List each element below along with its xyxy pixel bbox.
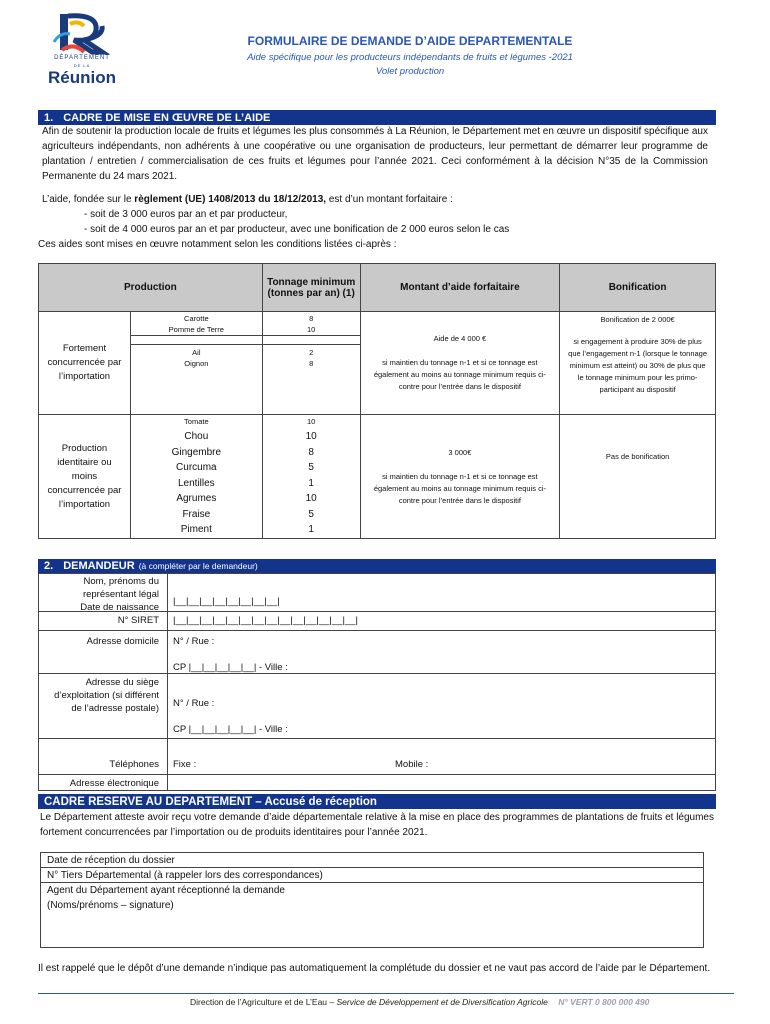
agent-label: Agent du Département ayant réceptionné la demande bbox=[47, 885, 285, 896]
reminder-text: Il est rappelé que le dépôt d’une demande n’indique pas automatiquement la complétude du dossier et ne vaut pas accord de l’aide par le Département. bbox=[38, 963, 711, 974]
condition-group-2: si maintien du tonnage n-1 et si ce tonnage est également au moins au tonnage minimum requis ci-contre pour l’entrée dans le dispositif bbox=[373, 471, 546, 505]
aid-basis-suffix: est d’un montant forfaitaire : bbox=[326, 194, 453, 205]
tonnage-lentilles: 1 bbox=[308, 477, 314, 489]
header-bonification: Bonification bbox=[560, 264, 716, 312]
agent-row[interactable] bbox=[41, 883, 703, 913]
bonification-group-1 bbox=[560, 312, 716, 415]
label-nom-representant: Nom, prénoms du représentant légal bbox=[82, 576, 159, 600]
footer-direction: Direction de l’Agriculture et de L’Eau – bbox=[190, 997, 337, 1007]
aid-option-2: - soit de 4 000 euros par an et par producteur, avec une bonification de 2 000 euros selon le cas bbox=[84, 224, 510, 235]
tonnage-piment: 1 bbox=[308, 524, 314, 535]
footer-divider bbox=[38, 993, 734, 994]
amount-3000: 3 000€ bbox=[448, 447, 472, 457]
label-telephones: Téléphones bbox=[109, 759, 159, 770]
tonnage-agrumes: 10 bbox=[305, 493, 317, 504]
crop-agrumes: Agrumes bbox=[176, 493, 217, 504]
label-adresse-electronique: Adresse électronique bbox=[69, 778, 159, 789]
bonus-title: Bonification de 2 000€ bbox=[600, 315, 675, 324]
label-adresse-siege: Adresse du siège d’exploitation (si différent de l’adresse postale) bbox=[54, 677, 159, 714]
crop-ail: Ail bbox=[192, 348, 201, 357]
section-1-intro: Afin de soutenir la production locale de fruits et légumes les plus consommés à La Réunion, le Département met en œuvre un dispositif spécifique aux agriculteurs indépendants, non adhérents à une coopérative ou une organisation de producteurs, leur permettant de démarrer leur programme de plantation / entretien / commercialisation de ces fruits et légumes pour l’année 2021. Ceci conformément à la décision N°35 de la Commission Permanente du 24 mars 2021. bbox=[42, 126, 708, 182]
tiers-number-row[interactable]: N° Tiers Départemental (à rappeler lors des correspondances) bbox=[41, 868, 703, 883]
logo-text-reunion: Réunion bbox=[48, 68, 116, 87]
crop-cell bbox=[130, 345, 262, 415]
row-divider bbox=[39, 774, 715, 775]
tonnage-chou: 10 bbox=[305, 431, 317, 442]
logo-r-icon bbox=[40, 12, 124, 56]
phone-fixe-field[interactable]: Fixe : bbox=[173, 759, 197, 770]
section-1-header bbox=[38, 110, 716, 125]
aid-conditions-intro: Ces aides sont mises en œuvre notamment selon les conditions listées ci-après : bbox=[38, 239, 397, 250]
tonnage-pomme-de-terre: 10 bbox=[306, 324, 316, 334]
crop-chou: Chou bbox=[184, 431, 209, 442]
section-1-number: 1. bbox=[44, 111, 54, 124]
tonnage-cell bbox=[262, 312, 360, 336]
demandeur-form bbox=[38, 573, 716, 791]
form-title: FORMULAIRE DE DEMANDE D’AIDE DEPARTEMENTALE bbox=[247, 34, 573, 48]
birth-date-field[interactable]: |__|__|__|__|__|__|__|__| bbox=[173, 596, 280, 607]
column-divider bbox=[167, 574, 168, 790]
footer-service: Service de Développement et de Diversification Agricole bbox=[336, 997, 548, 1007]
reception-date-row[interactable]: Date de réception du dossier bbox=[41, 853, 703, 868]
siret-field[interactable]: |__|__|__|__|__|__|__|__|__|__|__|__|__|__| bbox=[173, 615, 358, 626]
reception-attestation: Le Département atteste avoir reçu votre demande d’aide départementale relative à la mise en place des programmes de plantations de fruits et légumes fortement concurrencées par l’importation ou de produits identitaires pour l’année 2021. bbox=[40, 812, 714, 838]
aid-option-1: - soit de 3 000 euros par an et par producteur, bbox=[84, 209, 288, 220]
home-street-field[interactable]: N° / Rue : bbox=[173, 636, 215, 647]
tonnage-ail: 2 bbox=[309, 348, 314, 357]
tonnage-carotte: 8 bbox=[309, 313, 314, 323]
table-header-row bbox=[39, 264, 716, 312]
footer-numero-vert: N° VERT 0 800 000 490 bbox=[558, 997, 650, 1007]
table-row bbox=[39, 312, 716, 336]
spacer-cell bbox=[130, 336, 262, 345]
aid-basis bbox=[42, 192, 708, 207]
crop-piment: Piment bbox=[180, 524, 212, 535]
header-montant: Montant d’aide forfaitaire bbox=[360, 264, 560, 312]
logo-text-dela: DE LA bbox=[73, 63, 91, 68]
montant-group-1 bbox=[360, 312, 560, 415]
header-tonnage: Tonnage minimum (tonnes par an) (1) bbox=[262, 264, 360, 312]
section-1-title: CADRE DE MISE EN ŒUVRE DE L’AIDE bbox=[63, 111, 271, 124]
crop-gingembre: Gingembre bbox=[171, 446, 222, 458]
bonification-group-2: Pas de bonification bbox=[560, 415, 716, 539]
section-3-header: CADRE RESERVE AU DEPARTEMENT – Accusé de réception bbox=[38, 794, 716, 809]
crop-lentilles: Lentilles bbox=[177, 477, 215, 489]
production-table bbox=[38, 263, 716, 539]
amount-4000: Aide de 4 000 € bbox=[433, 334, 487, 343]
row-divider bbox=[39, 611, 715, 612]
tonnage-oignon: 8 bbox=[309, 359, 314, 368]
section-2-header bbox=[38, 559, 716, 573]
condition-group-1: si maintien du tonnage n-1 et si ce tonnage est également au moins au tonnage minimum requis ci-contre pour l’entrée dans le dispositif bbox=[373, 358, 546, 391]
section-2-title: DEMANDEUR bbox=[63, 560, 135, 572]
phone-mobile-field[interactable]: Mobile : bbox=[395, 759, 429, 770]
tonnage-tomate: 10 bbox=[306, 417, 316, 426]
row-divider bbox=[39, 673, 715, 674]
montant-group-2 bbox=[360, 415, 560, 539]
bonus-text: si engagement à produire 30% de plus que l’engagement n-1 (lorsque le tonnage minimum est atteint) ou 30% de plus que le tonnage minimum pour les primo-participant au dispositif bbox=[568, 337, 708, 394]
reception-box bbox=[40, 852, 704, 948]
aid-regulation: règlement (UE) 1408/2013 du 18/12/2013, bbox=[134, 194, 327, 205]
row-divider bbox=[39, 738, 715, 739]
crop-fraise: Fraise bbox=[182, 508, 211, 520]
form-subtitle-volet: Volet production bbox=[375, 66, 445, 77]
tonnage-cell bbox=[262, 345, 360, 415]
crop-curcuma: Curcuma bbox=[176, 462, 217, 473]
tonnage-gingembre: 8 bbox=[308, 446, 314, 458]
crop-pomme-de-terre: Pomme de Terre bbox=[168, 324, 224, 334]
section-2-number: 2. bbox=[44, 560, 54, 572]
site-cp-ville-field[interactable]: CP |__|__|__|__|__| - Ville : bbox=[173, 724, 288, 735]
crop-tomate: Tomate bbox=[184, 417, 209, 426]
aid-basis-prefix: L’aide, fondée sur le bbox=[42, 194, 135, 205]
crop-cell bbox=[130, 312, 262, 336]
agent-sublabel: (Noms/prénoms – signature) bbox=[47, 900, 174, 911]
header-production: Production bbox=[39, 264, 263, 312]
label-siret: N° SIRET bbox=[117, 615, 159, 626]
footer bbox=[190, 997, 750, 1007]
home-cp-ville-field[interactable]: CP |__|__|__|__|__| - Ville : bbox=[173, 662, 288, 673]
tonnage-fraise: 5 bbox=[308, 508, 314, 520]
tonnage-curcuma: 5 bbox=[308, 462, 314, 473]
category-fortement-concurrencee: Fortement concurrencée par l’importation bbox=[39, 312, 131, 415]
site-street-field[interactable]: N° / Rue : bbox=[173, 698, 215, 709]
label-date-naissance: Date de naissance bbox=[80, 602, 159, 613]
crop-cell bbox=[130, 415, 262, 539]
label-adresse-domicile: Adresse domicile bbox=[86, 636, 159, 647]
row-divider bbox=[39, 630, 715, 631]
spacer-cell bbox=[262, 336, 360, 345]
crop-carotte: Carotte bbox=[184, 313, 209, 323]
category-identitaire: Production identitaire ou moins concurrencée par l’importation bbox=[39, 415, 131, 539]
form-subtitle: Aide spécifique pour les producteurs indépendants de fruits et légumes -2021 bbox=[247, 52, 573, 63]
section-2-note: (à compléter par le demandeur) bbox=[138, 561, 258, 571]
logo-text-departement: DÉPARTEMENT bbox=[54, 55, 110, 61]
tonnage-cell bbox=[262, 415, 360, 539]
crop-oignon: Oignon bbox=[184, 359, 209, 368]
departement-logo bbox=[40, 12, 124, 86]
table-row bbox=[39, 415, 716, 539]
